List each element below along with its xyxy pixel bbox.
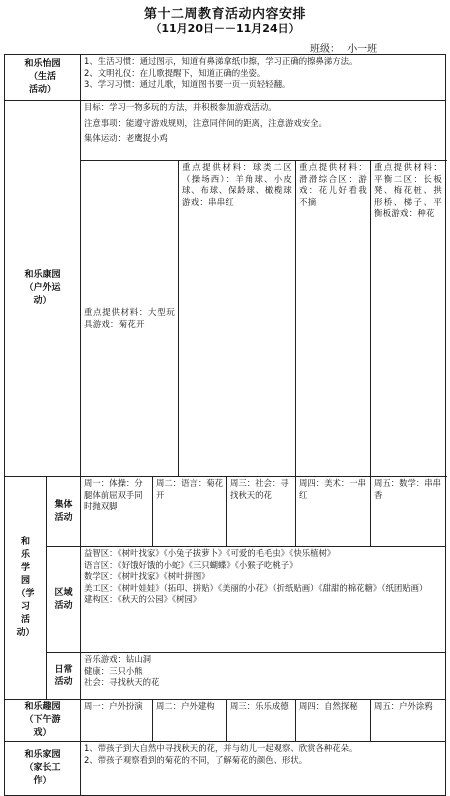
group-day-cell [227,477,296,547]
play-row [5,700,446,742]
study-title-line: 和 [20,536,30,547]
home-header [5,742,81,796]
home-row [5,742,446,796]
life-row [5,55,446,101]
label-line: 活动 [54,600,73,611]
label-line: 活动 [54,512,73,523]
study-title-line: （学 [16,589,35,600]
life-item: 1、生活习惯：通过图示，知道有鼻涕拿纸巾擦，学习正确的擦鼻涕方法。 [84,56,358,66]
play-day-cell [227,700,296,742]
sport-column-text: 重点提供材料：滑滑综合区：游戏：花儿好看我不摘 [299,162,368,207]
label-line: 集体 [54,500,73,511]
play-day-text: 周二：户外建构 [156,701,215,712]
class-line [310,40,377,55]
sport-column [179,161,296,477]
life-title-line: 活动） [29,85,57,96]
class-value: 小一班 [347,44,378,55]
sport-info [81,101,446,161]
play-day-text: 周三：乐乐成德 [230,701,289,712]
daily-item: 健康：三只小熊 [84,665,143,676]
group-activity-label [47,477,81,547]
sport-column [296,161,371,477]
study-title-line: 园 [20,575,30,586]
sport-title-line: （户外运 [24,282,61,293]
area-item: 益智区：《树叶找家》《小兔子拔萝卜》《可爱的毛毛虫》《快乐植树》 [84,548,336,559]
study-title-line: 动） [16,628,35,639]
group-day-text: 周五：数学：串串香 [374,478,442,500]
study-title-line: 乐 [20,549,30,560]
group-day-cell [296,477,371,547]
area-item: 建构区：《秋天的公园》《树园》 [84,594,202,605]
group-day-text: 周二：语言：菊花开 [156,478,224,500]
group-day-cell [81,477,153,547]
study-daily-row [5,653,446,700]
home-title-line: （家长工 [24,763,61,774]
home-item: 1、带孩子到大自然中寻找秋天的花，并与幼儿一起观察、欣赏各种花朵。 [84,743,358,754]
life-title-line: 和乐怡园 [24,58,61,69]
life-title-line: （生活 [29,71,57,82]
sport-column-text: 重点提供材料：平衡二区：长板凳、梅花桩、拱形桥、梯子、平衡板游戏：种花 [374,162,443,219]
home-title-line: 和乐家园 [24,750,61,761]
daily-activity-label [47,653,81,700]
life-item: 3、学习习惯：通过儿歌，知道图书要一页一页轻轻翻。 [84,79,291,90]
sport-notes: 注意事项：能遵守游戏规则，注意同伴间的距离，注意游戏安全。 [84,117,327,128]
sport-column-text: 重点提供材料：球类二区（操场西）：羊角球、小皮球、布球、保龄球、橄榄球游戏：串串红 [182,162,293,207]
sport-column [371,161,446,477]
sport-column-text: 重点提供材料：大型玩具游戏：菊花开 [84,306,176,329]
play-day-text: 周一：户外扮演 [84,701,143,712]
life-item: 2、文明礼仪：在儿歌提醒下，知道正确的坐姿。 [84,67,266,78]
group-day-text: 周四：美术：一串红 [299,478,367,500]
sport-column [81,161,179,477]
life-content [81,55,446,101]
home-title-line: 作） [33,776,52,787]
play-day-cell [371,700,446,742]
group-day-cell [371,477,446,547]
area-item: 语言区：《好饿好饿的小蛇》《三只蝴蝶》《小猴子吃桃子》 [84,559,298,570]
sport-goal: 目标：学习一物多玩的方法，并积极参加游戏活动。 [84,102,277,112]
date-range: （11月20日－－11月24日） [150,22,300,35]
class-label: 班级： [310,44,340,55]
sport-info-row [5,101,446,161]
sport-title-line: 动） [33,296,52,307]
study-title-line: 习 [20,602,30,613]
home-item: 2、带孩子观察看到的菊花的不同，了解菊花的颜色、形状。 [84,754,308,765]
group-day-cell [153,477,227,547]
label-line: 活动 [54,677,73,688]
sport-title-line: 和乐康园 [24,269,61,280]
daily-activity-content [81,653,446,700]
play-header [5,700,81,742]
play-day-cell [81,700,153,742]
page-title: 第十二周教育活动内容安排 [143,7,306,22]
play-day-text: 周五：户外涂鸦 [374,701,433,712]
area-item: 数学区：《树叶找家》《树叶拼图》 [84,571,210,582]
life-header [5,55,81,101]
play-day-cell [153,700,227,742]
schedule-table [4,54,446,796]
label-line: 区域 [54,588,73,599]
sport-group: 集体运动：老鹰捉小鸡 [84,133,168,144]
play-day-text: 周四：自然探秘 [299,701,358,712]
study-title-line: 学 [20,562,30,573]
study-group-row [5,477,446,547]
group-day-text: 周一：体操：分腿体前屈双手同时抛双脚 [84,478,143,512]
daily-item: 社会：寻找秋天的花 [84,677,160,688]
play-title-line: 戏） [33,728,52,739]
label-line: 日常 [54,664,73,675]
play-day-cell [296,700,371,742]
area-item: 美工区：《树叶娃娃》（拓印、拼贴）《美丽的小花》（折纸贴画）《甜甜的棉花糖》（纸团贴画） [84,582,428,593]
play-title-line: 和乐趣园 [24,702,61,713]
daily-item: 音乐游戏：钻山洞 [84,654,152,665]
play-title-line: （下午游 [24,715,61,726]
study-header [5,477,47,700]
group-day-text: 周三：社会：寻找秋天的花 [230,478,289,500]
sport-header [5,101,81,477]
study-title-line: 活 [20,615,30,626]
home-content [81,742,446,796]
